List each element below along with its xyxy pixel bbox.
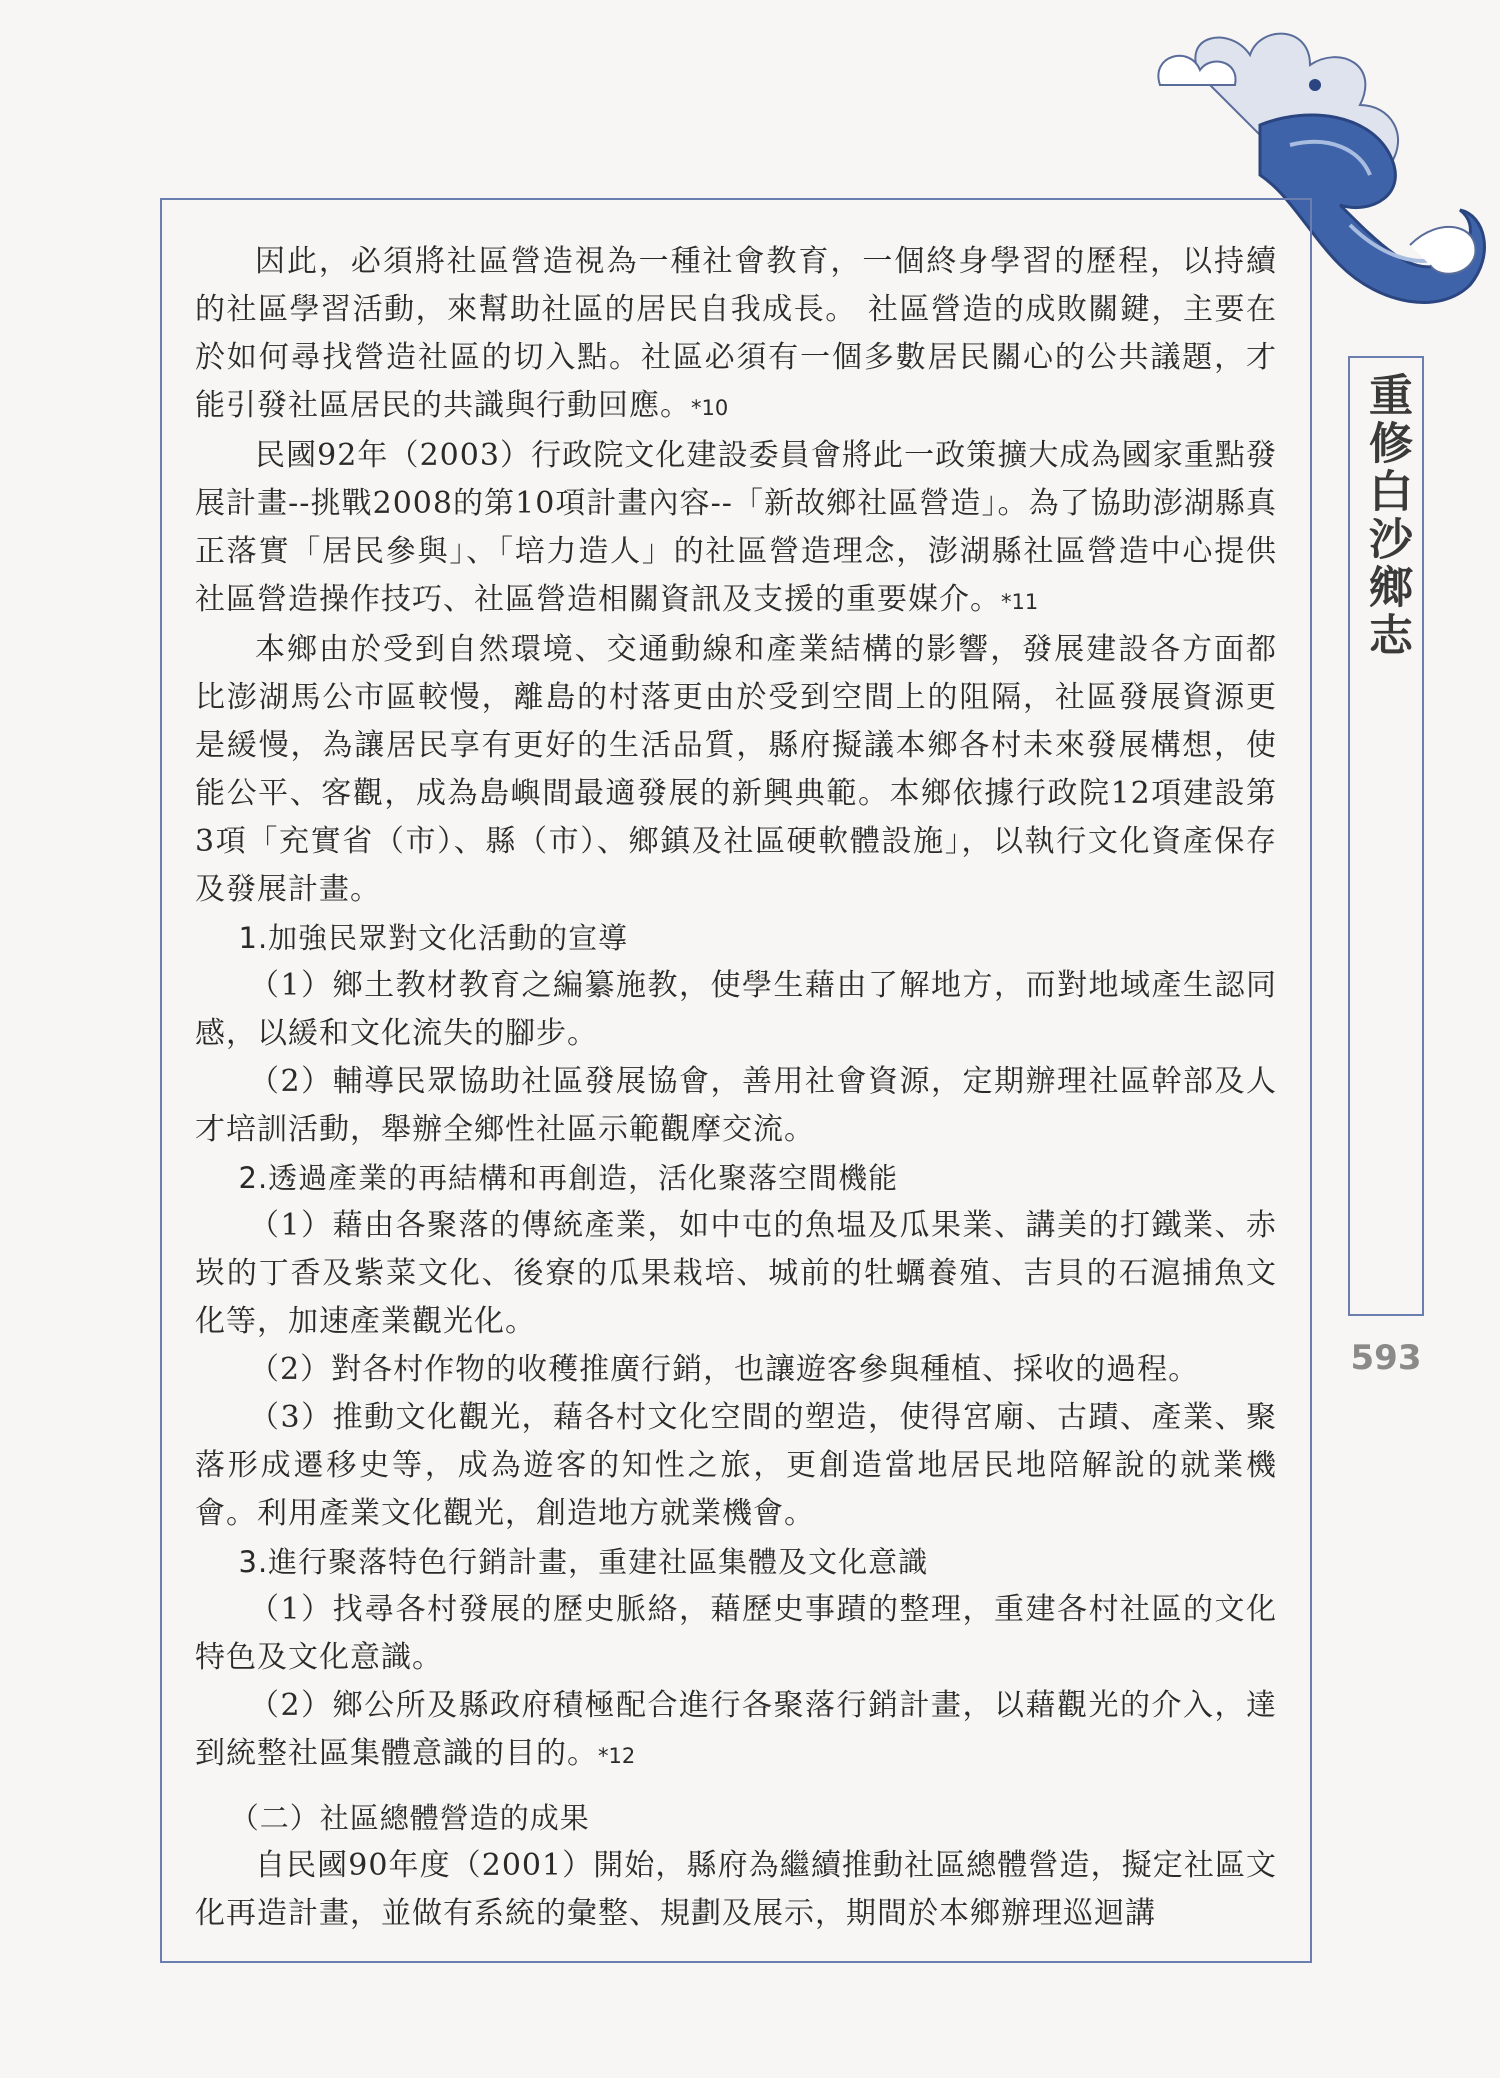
item-2-3: （3）推動文化觀光，藉各村文化空間的塑造，使得宮廟、古蹟、產業、聚落形成遷移史等，成為遊客的知性之旅，更創造當地居民地陪解說的就業機會。利用產業文化觀光，創造地方就業機會。 [195, 1400, 1277, 1531]
heading-1: 1.加強民眾對文化活動的宣導 [238, 921, 629, 955]
section-heading: （二）社區總體營造的成果 [229, 1801, 590, 1835]
text-body [195, 238, 1277, 1938]
heading-3: 3.進行聚落特色行銷計畫，重建社區集體及文化意識 [238, 1545, 929, 1579]
item-2-1: （1）藉由各聚落的傳統產業，如中屯的魚塭及瓜果業、講美的打鐵業、赤崁的丁香及紫菜文化、後寮的瓜果栽培、城前的牡蠣養殖、吉貝的石滬捕魚文化等，加速產業觀光化。 [195, 1208, 1277, 1339]
item-1-1: （1）鄉土教材教育之編纂施教，使學生藉由了解地方，而對地域產生認同感，以緩和文化流失的腳步。 [195, 968, 1277, 1051]
paragraph-4: 自民國90年度（2001）開始，縣府為繼續推動社區總體營造，擬定社區文化再造計畫，並做有系統的彙整、規劃及展示，期間於本鄉辦理巡迴講 [195, 1848, 1277, 1931]
footnote-11: *11 [1001, 590, 1039, 614]
item-3-1: （1）找尋各村發展的歷史脈絡，藉歷史事蹟的整理，重建各村社區的文化特色及文化意識。 [195, 1592, 1277, 1675]
paragraph-1: 因此，必須將社區營造視為一種社會教育，一個終身學習的歷程，以持續的社區學習活動，來幫助社區的居民自我成長。 社區營造的成敗關鍵，主要在於如何尋找營造社區的切入點。社區必須有一個多數居民關心的公共議題，才能引發社區居民的共識與行動回應。*10 [195, 244, 1277, 423]
page-number: 593 [1350, 1338, 1422, 1378]
item-3-2: （2）鄉公所及縣政府積極配合進行各聚落行銷計畫，以藉觀光的介入，達到統整社區集體意識的目的。*12 [195, 1688, 1277, 1771]
footnote-10: *10 [691, 396, 729, 420]
book-title: 重修白沙鄉志 [1361, 372, 1412, 660]
item-1-2: （2）輔導民眾協助社區發展協會，善用社會資源，定期辦理社區幹部及人才培訓活動，舉辦全鄉性社區示範觀摩交流。 [195, 1064, 1277, 1147]
heading-2: 2.透過產業的再結構和再創造，活化聚落空間機能 [238, 1161, 899, 1195]
item-2-2: （2）對各村作物的收穫推廣行銷，也讓遊客參與種植、採收的過程。 [249, 1352, 1200, 1387]
footnote-12: *12 [598, 1744, 636, 1768]
paragraph-2: 民國92年（2003）行政院文化建設委員會將此一政策擴大成為國家重點發展計畫--挑戰2008的第10項計畫內容--「新故鄉社區營造」。為了協助澎湖縣真正落實「居民參與」、「培力造人」的社區營造理念，澎湖縣社區營造中心提供社區營造操作技巧、社區營造相關資訊及支援的重要媒介。*11 [195, 438, 1277, 617]
paragraph-3: 本鄉由於受到自然環境、交通動線和產業結構的影響，發展建設各方面都比澎湖馬公市區較慢，離島的村落更由於受到空間上的阻隔，社區發展資源更是緩慢，為讓居民享有更好的生活品質，縣府擬議本鄉各村未來發展構想，使能公平、客觀，成為島嶼間最適發展的新興典範。本鄉依據行政院12項建設第3項「充實省（市）、縣（市）、鄉鎮及社區硬軟體設施」，以執行文化資產保存及發展計畫。 [195, 632, 1277, 907]
